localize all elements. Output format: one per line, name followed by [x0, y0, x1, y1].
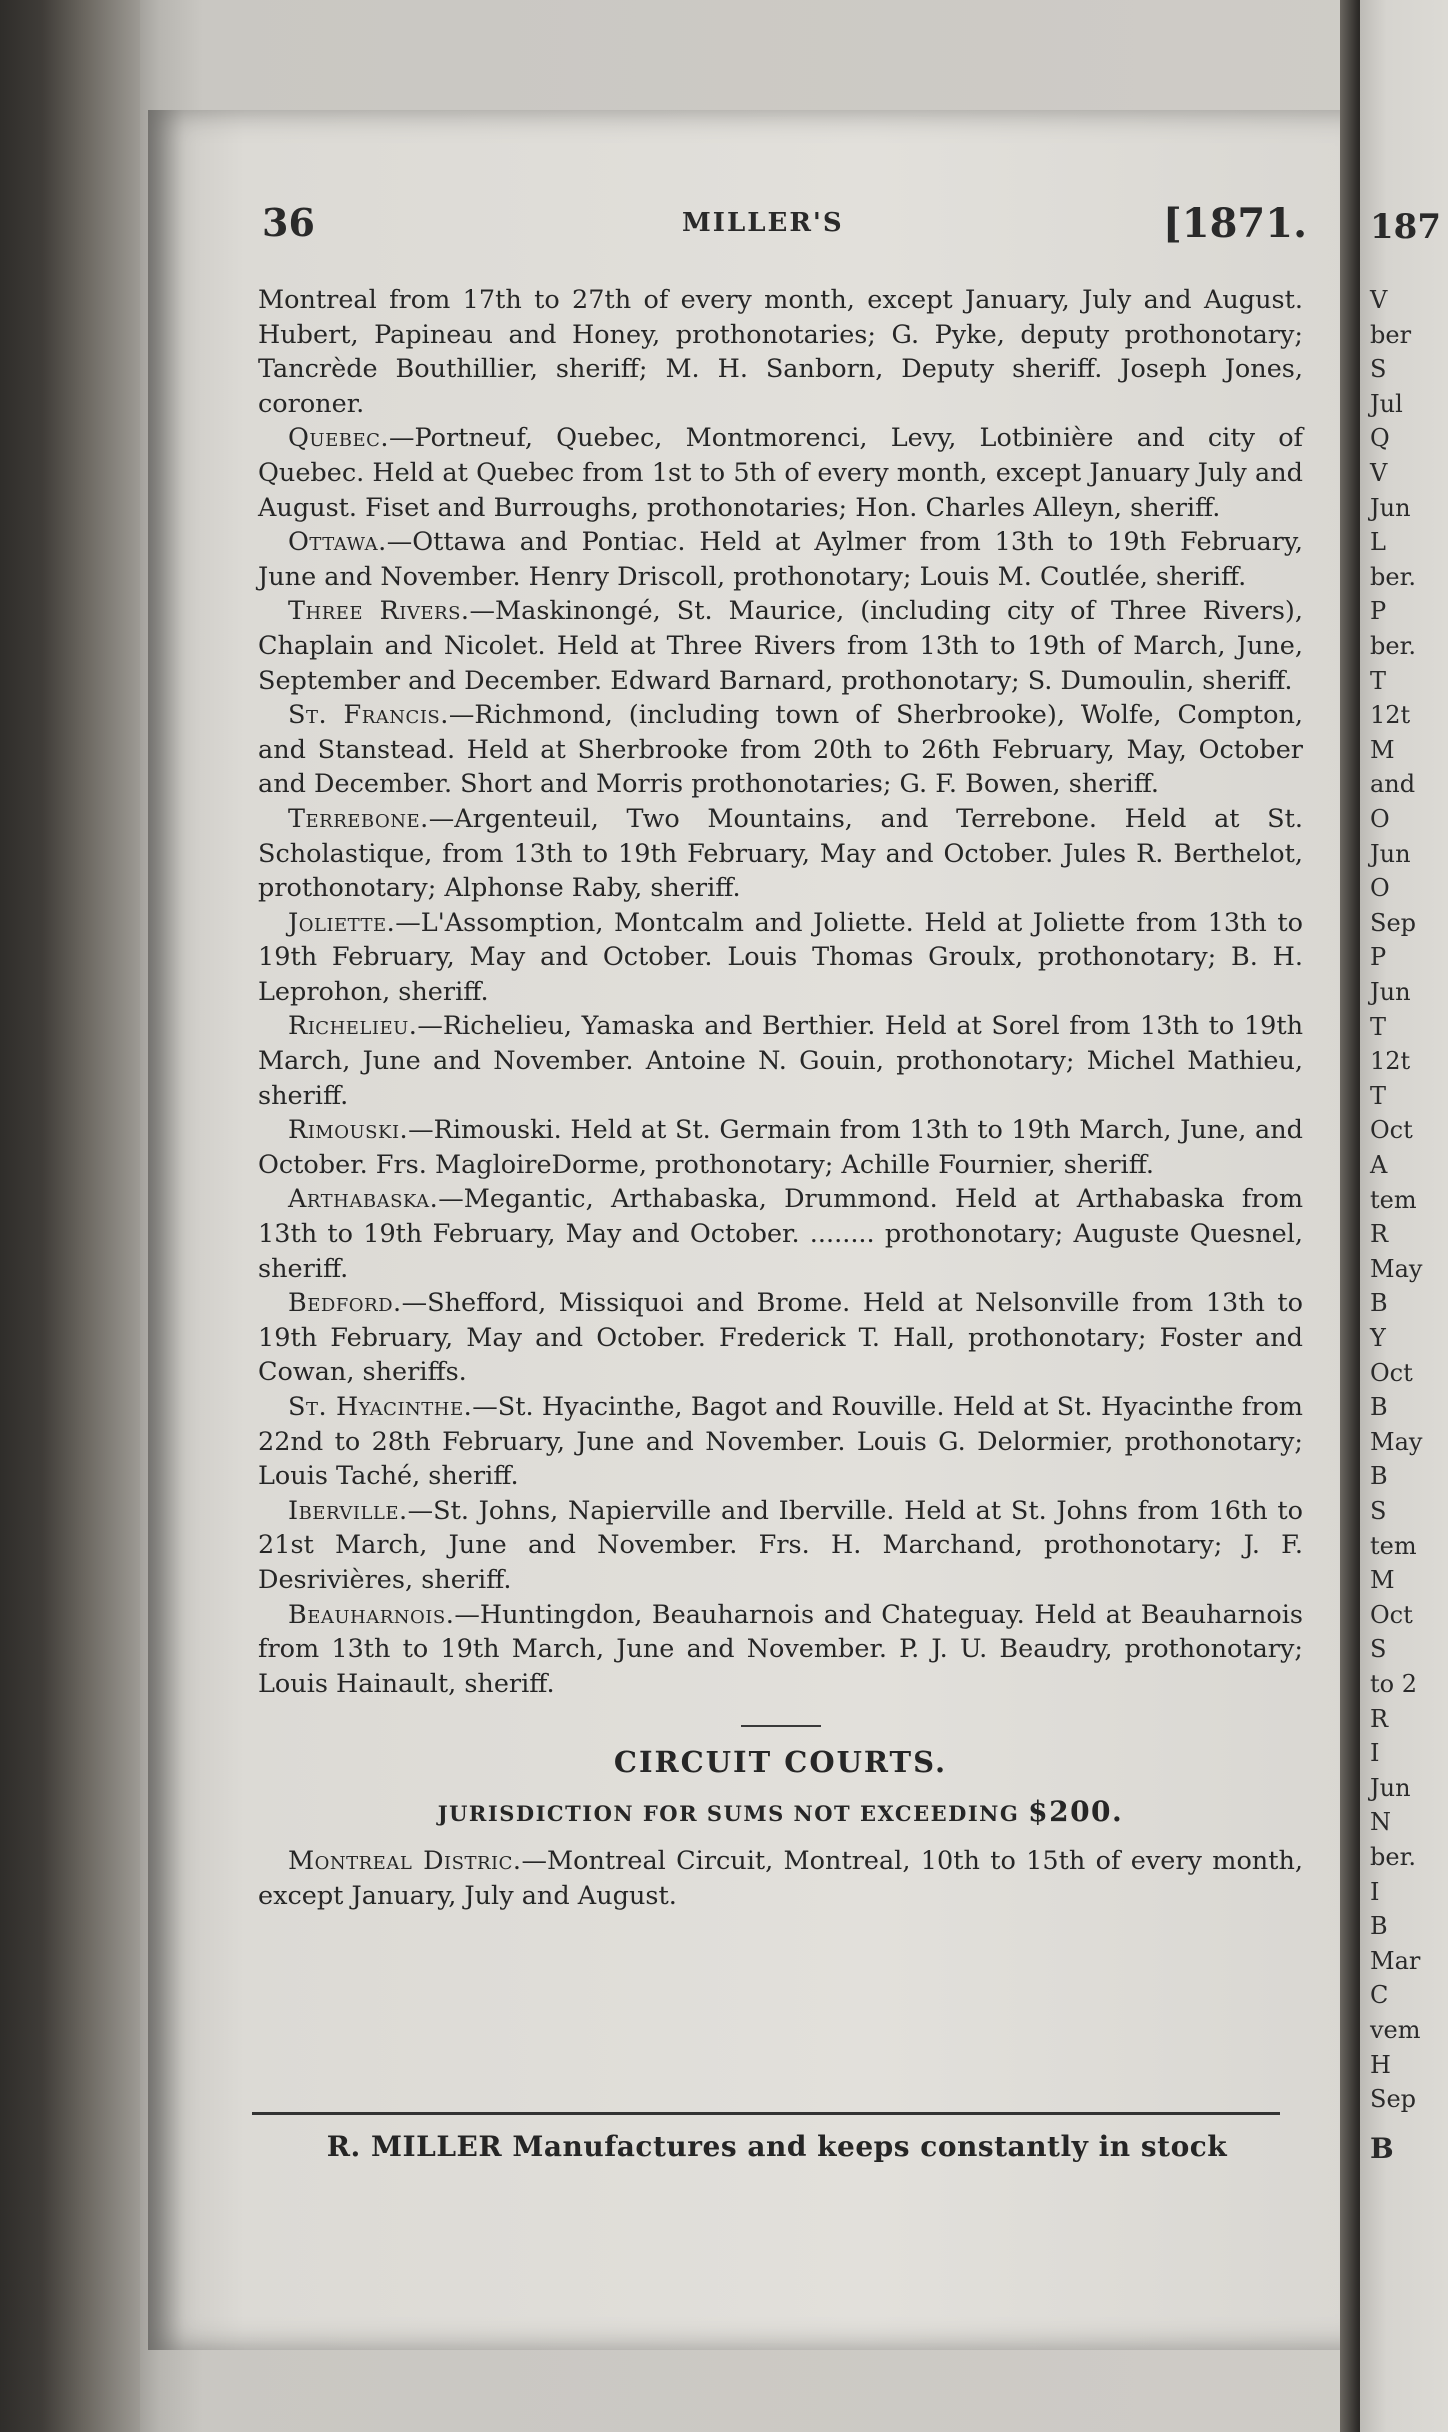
adjacent-page-fragment: S — [1370, 1497, 1387, 1525]
adjacent-page-fragment: 12t — [1370, 1047, 1411, 1076]
year-mark: [1871. — [1162, 200, 1307, 247]
adjacent-page-fragment: R — [1370, 1220, 1389, 1249]
adjacent-page-fragment: M — [1370, 1566, 1395, 1595]
adjacent-page-fragment: Sep — [1370, 2085, 1417, 2114]
district-name: Arthabaska. — [288, 1184, 439, 1215]
district-name: Bedford. — [288, 1288, 402, 1319]
paragraph — [258, 1286, 1303, 1390]
page-number: 36 — [262, 200, 315, 245]
district-name: Rimouski. — [288, 1115, 409, 1146]
adjacent-page-fragment: to 2 — [1370, 1670, 1417, 1698]
adjacent-page-fragment: Jun — [1370, 1773, 1411, 1802]
section-divider — [741, 1725, 821, 1727]
paragraph-text: —Montreal Circuit, Montreal, 10th to 15th of every month, except January, July and August. — [258, 1846, 1303, 1911]
adjacent-page-fragment: Q — [1370, 424, 1390, 453]
adjacent-page-fragment: Jul — [1370, 389, 1403, 418]
paragraph — [258, 1844, 1303, 1913]
jurisdiction-line — [258, 1795, 1303, 1828]
adjacent-page-fragment: May — [1370, 1427, 1423, 1456]
adjacent-page-fragment: tem — [1370, 1531, 1417, 1560]
paragraph-text: —Argenteuil, Two Mountains, and Terrebone. Held at St. Scholastique, from 13th to 19th February, May and October. Jules R. Berthelot, prothonotary; Alphonse Raby, sheriff. — [258, 803, 1303, 904]
paragraph-text: —Richmond, (including town of Sherbrooke), Wolfe, Compton, and Stanstead. Held at Sherbrooke from 20th to 26th February, May, October and December. Short and Morris prothonotaries; G. F. Bowen, sheriff. — [258, 700, 1303, 800]
adjacent-page-fragment: P — [1370, 597, 1387, 626]
district-name: Three Rivers. — [288, 596, 470, 627]
district-name: Quebec. — [288, 423, 389, 454]
paragraph — [258, 421, 1303, 525]
adjacent-page-footer: B — [1370, 2132, 1394, 2165]
district-name: Montreal Distric. — [288, 1846, 522, 1877]
running-title: MILLER'S — [682, 208, 844, 238]
adjacent-page-fragment: ber. — [1370, 1843, 1417, 1871]
adjacent-page-fragment: T — [1370, 666, 1387, 695]
adjacent-page-fragment: B — [1370, 1289, 1388, 1318]
adjacent-page-fragment: R — [1370, 1704, 1389, 1733]
adjacent-page-fragment: T — [1370, 1081, 1387, 1110]
paragraph — [258, 1113, 1303, 1182]
adjacent-page-fragment: Jun — [1370, 839, 1411, 868]
adjacent-page-fragment: ber. — [1370, 632, 1417, 660]
book-edge-left — [0, 0, 140, 2432]
paragraph-text: —Megantic, Arthabaska, Drummond. Held at Arthabaska from 13th to 19th February, May and October. ........ prothonotary; Auguste Quesnel, sheriff. — [258, 1184, 1303, 1284]
adjacent-page-fragment: O — [1370, 874, 1390, 903]
paragraph-text: —Portneuf, Quebec, Montmorenci, Levy, Lotbinière and city of Quebec. Held at Quebec from 1st to 5th of every month, except January July and August. Fiset and Burroughs, prothonotaries; Hon. Charles Alleyn, sheriff. — [258, 423, 1303, 523]
adjacent-page-fragment: T — [1370, 1012, 1387, 1041]
adjacent-page-fragment: M — [1370, 735, 1395, 764]
adjacent-page-fragment: Sep — [1370, 908, 1417, 937]
adjacent-page-fragment: C — [1370, 1981, 1389, 2010]
adjacent-page-fragment: tem — [1370, 1185, 1417, 1214]
paragraph-text: —Shefford, Missiquoi and Brome. Held at Nelsonville from 13th to 19th February, May and October. Frederick T. Hall, prothonotary; Foster and Cowan, sheriffs. — [258, 1288, 1303, 1388]
adjacent-page-fragment: Oct — [1370, 1600, 1413, 1629]
paragraph-text: —Ottawa and Pontiac. Held at Aylmer from 13th to 19th February, June and November. Henry Driscoll, prothonotary; Louis M. Coutlée, sheriff. — [258, 527, 1303, 592]
paragraph-text: Montreal from 17th to 27th of every month, except January, July and August. Hubert, Papineau and Honey, prothonotaries; G. Pyke, deputy prothonotary; Tancrède Bouthillier, sheriff; M. H. Sanborn, Deputy sheriff. Joseph Jones, coroner. — [258, 285, 1303, 419]
district-name: Beauharnois. — [288, 1599, 455, 1630]
paragraph — [258, 525, 1303, 594]
paragraph — [258, 283, 1303, 421]
adjacent-page-fragment: V — [1370, 286, 1388, 314]
paragraph — [258, 1009, 1303, 1113]
paragraph-text: —St. Hyacinthe, Bagot and Rouville. Held at St. Hyacinthe from 22nd to 28th February, June and November. Louis G. Delormier, prothonotary; Louis Taché, sheriff. — [258, 1392, 1303, 1492]
adjacent-page-fragment: L — [1370, 528, 1386, 557]
paragraph-text: —L'Assomption, Montcalm and Joliette. Held at Joliette from 13th to 19th February, May and October. Louis Thomas Groulx, prothonotary; B. H. Leprohon, sheriff. — [258, 907, 1303, 1007]
adjacent-page-fragment: Jun — [1370, 978, 1411, 1006]
adjacent-page-fragment: May — [1370, 1254, 1423, 1283]
jurisdiction-text: JURISDICTION FOR SUMS NOT EXCEEDING — [437, 1801, 1020, 1827]
adjacent-page-fragment: I — [1370, 1877, 1380, 1906]
paragraph-text: —Rimouski. Held at St. Germain from 13th to 19th March, June, and October. Frs. MagloireDorme, prothonotary; Achille Fournier, sheriff. — [258, 1115, 1303, 1180]
main-text — [258, 283, 1303, 1914]
district-name: Ottawa. — [288, 527, 387, 558]
adjacent-page-header: 187 — [1370, 207, 1441, 247]
district-name: Iberville. — [288, 1495, 408, 1526]
paragraph-text: —Maskinongé, St. Maurice, (including city of Three Rivers), Chaplain and Nicolet. Held at Three Rivers from 13th to 19th of March, June, September and December. Edward Barnard, prothonotary; S. Dumoulin, sheriff. — [258, 596, 1303, 696]
district-name: St. Francis. — [288, 700, 449, 731]
adjacent-page-fragment: and — [1370, 770, 1416, 799]
district-name: Joliette. — [288, 907, 396, 938]
paragraph-text: —Huntingdon, Beauharnois and Chateguay. Held at Beauharnois from 13th to 19th March, June and November. P. J. U. Beaudry, prothonotary; Louis Hainault, sheriff. — [258, 1599, 1303, 1699]
adjacent-page-fragment: 12t — [1370, 701, 1411, 730]
adjacent-page-fragment: B — [1370, 1912, 1388, 1941]
paragraph — [258, 906, 1303, 1010]
adjacent-page-fragment: S — [1370, 355, 1387, 384]
adjacent-page-fragment: vem — [1370, 2016, 1421, 2044]
adjacent-page-fragment: V — [1370, 459, 1388, 487]
district-name: Terrebone. — [288, 803, 429, 834]
page-header — [262, 200, 1307, 250]
adjacent-page-fragment: Oct — [1370, 1116, 1413, 1145]
paragraph — [258, 594, 1303, 698]
district-name: St. Hyacinthe. — [288, 1392, 473, 1422]
adjacent-page-fragment: Oct — [1370, 1358, 1413, 1387]
footer-rule — [252, 2112, 1280, 2115]
adjacent-page-fragment: ber — [1370, 320, 1412, 349]
adjacent-page-fragment: O — [1370, 805, 1390, 833]
adjacent-page-fragment: Jun — [1370, 493, 1411, 522]
adjacent-page-fragment: S — [1370, 1635, 1387, 1664]
district-name: Richelieu. — [288, 1011, 418, 1042]
adjacent-page-fragment: ber. — [1370, 562, 1417, 591]
adjacent-page-fragment: Y — [1370, 1324, 1386, 1352]
paragraph — [258, 1182, 1303, 1286]
adjacent-page-fragment: I — [1370, 1739, 1380, 1768]
paragraph — [258, 802, 1303, 906]
paragraph — [258, 1494, 1303, 1598]
jurisdiction-amount: $200. — [1028, 1795, 1124, 1829]
adjacent-page-fragment: A — [1370, 1151, 1388, 1179]
paragraph-text: —Richelieu, Yamaska and Berthier. Held at Sorel from 13th to 19th March, June and November. Antoine N. Gouin, prothonotary; Michel Mathieu, sheriff. — [258, 1011, 1303, 1111]
footer-advertisement: R. MILLER Manufactures and keeps constantly in stock — [326, 2130, 1228, 2163]
adjacent-page-fragment: B — [1370, 1393, 1388, 1422]
adjacent-page-fragment: B — [1370, 1462, 1388, 1491]
adjacent-page-fragment: P — [1370, 943, 1387, 972]
paragraph — [258, 1598, 1303, 1702]
adjacent-page-fragment: N — [1370, 1808, 1391, 1837]
adjacent-page-fragment: Mar — [1370, 1946, 1421, 1975]
adjacent-page — [1360, 0, 1448, 2432]
adjacent-page-fragment: H — [1370, 2050, 1391, 2079]
paragraph — [258, 1390, 1303, 1494]
paragraph-text: —St. Johns, Napierville and Iberville. Held at St. Johns from 16th to 21st March, June and November. Frs. H. Marchand, prothonotary; J. F. Desrivières, sheriff. — [258, 1495, 1303, 1595]
paragraph — [258, 698, 1303, 802]
section-heading: CIRCUIT COURTS. — [613, 1745, 948, 1780]
